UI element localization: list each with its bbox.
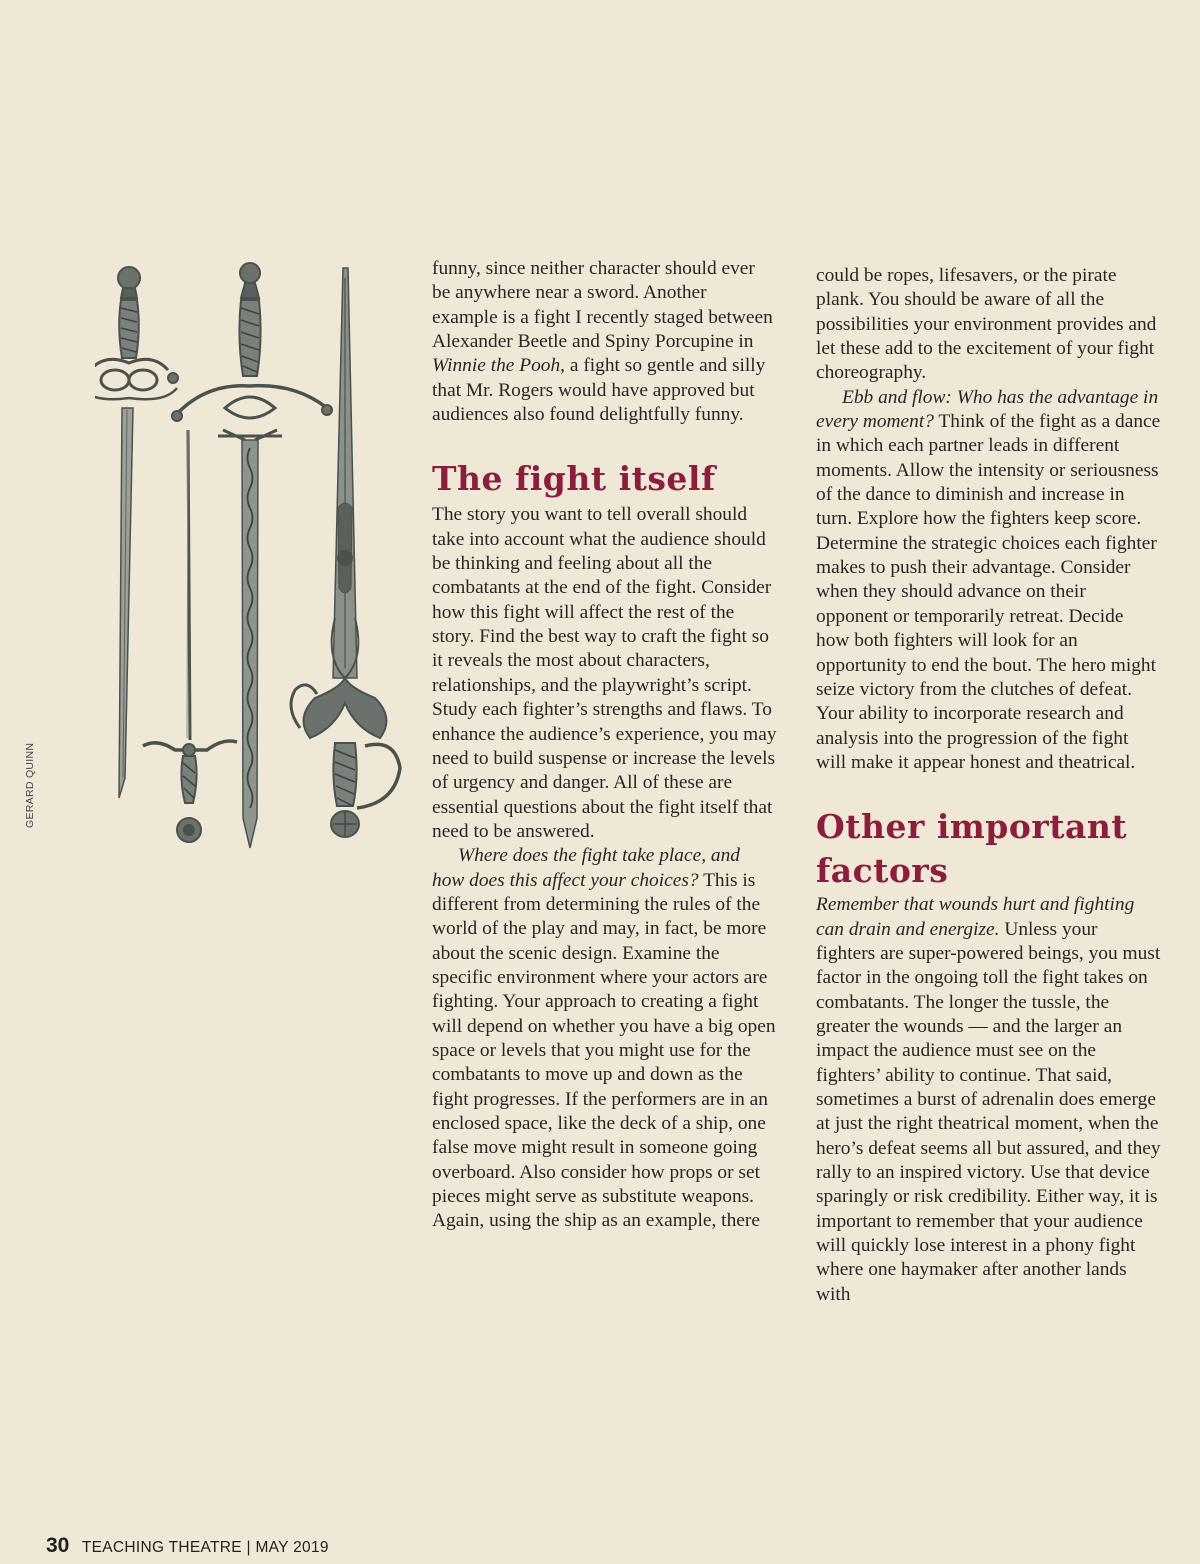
swords-illustration — [95, 258, 415, 858]
article-column-right — [816, 264, 1161, 1307]
page-footer — [46, 1534, 329, 1558]
paragraph: Ebb and flow: Who has the advantage in every moment? Think of the fight as a dance in which each partner leads in different moments. Allow the intensity or seriousness of the dance to diminish and increase in turn. Explore how the fighters keep score. Determine the strategic choices each fighter makes to push their advantage. Consider when they should advance on their opponent or temporarily retreat. Decide how both fighters will look for an opportunity to end the bout. The hero might seize victory from the clutches of defeat. Your ability to incorporate research and analysis into the progression of the fight will make it appear honest and theatrical. — [816, 386, 1161, 773]
section-heading-fight: The fight itself — [432, 459, 716, 499]
paragraph: funny, since neither character should ever be anywhere near a sword. Another example is a fight I recently staged between Alexander Beetle and Spiny Porcupine in Winnie the Pooh, a fight so gentle and silly that Mr. Rogers would have approved but audiences also found delightfully funny. — [432, 258, 773, 426]
article-column-middle — [432, 257, 777, 1234]
paragraph: could be ropes, lifesavers, or the pirate plank. You should be aware of all the possibilities your environment provides and let these add to the excitement of your fight choreography. — [816, 265, 1157, 384]
paragraph: The story you want to tell overall should take into account what the audience should be thinking and feeling about all the combatants at the end of the fight. Consider how this fight will affect the rest of the story. Find the best way to craft the fight so it reveals the most about characters, relationships, and the playwright’s script. Study each fighter’s strengths and flaws. To enhance the audience’s experience, you may need to build suspense or increase the levels of urgency and danger. All of these are essential questions about the fight itself that need to be answered. — [432, 504, 777, 842]
sword-4 — [291, 268, 400, 837]
paragraph: Where does the fight take place, and how does this affect your choices? This is different from determining the rules of the world of the play and may, in fact, be more about the scenic design. Examine the specific environment where your actors are fighting. Your approach to creating a fight will depend on whether you have a big open space or levels that you might use for the combatants to move up and down as the fight progresses. If the performers are in an enclosed space, like the deck of a ship, one false move might result in someone going overboard. Also consider how props or set pieces might serve as substitute weapons. Again, using the ship as an example, there — [432, 845, 776, 1232]
section-heading-other-factors: Other important factors — [816, 807, 1128, 891]
photo-credit: GERARD QUINN — [24, 742, 36, 828]
sword-2 — [143, 430, 237, 842]
sword-1 — [95, 267, 178, 798]
magazine-issue: TEACHING THEATRE | MAY 2019 — [81, 1539, 329, 1556]
paragraph: Remember that wounds hurt and fighting can drain and energize. Unless your fighters are super-powered beings, you must factor in the ongoing toll the fight takes on combatants. The longer the tussle, the greater the wounds — and the larger an impact the audience must see on the fighters’ ability to continue. That said, sometimes a burst of adrenalin does emerge at just the right theatrical moment, when the hero’s defeat seems all but assured, and they rally to an inspired victory. Use that device sparingly or risk credibility. Either way, it is important to remember that your audience will quickly lose interest in a phony fight where one haymaker after another lands with — [816, 894, 1161, 1305]
page-number: 30 — [46, 1534, 70, 1557]
